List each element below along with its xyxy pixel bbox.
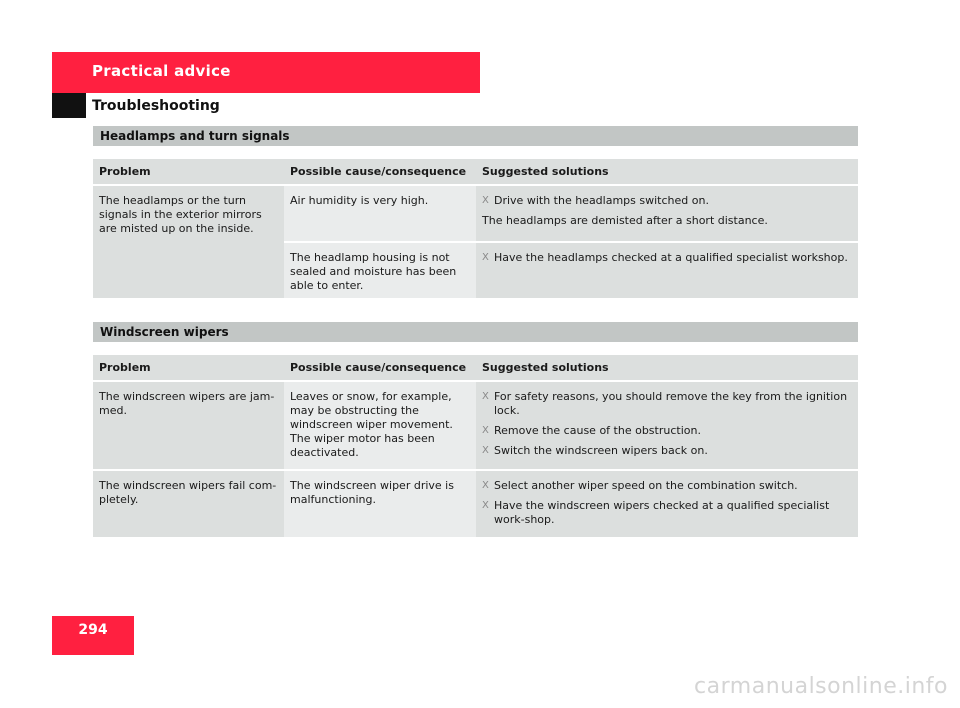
section-marker xyxy=(52,93,86,118)
cause-cell: The windscreen wiper drive is malfunctioning. xyxy=(284,471,476,537)
solution-cell xyxy=(476,471,858,537)
solution-cell xyxy=(476,382,858,469)
cause-cell: Air humidity is very high. xyxy=(284,186,476,241)
chapter-title: Practical advice xyxy=(92,62,231,80)
solution-step xyxy=(482,251,852,265)
solution-note: The headlamps are demisted after a short distance. xyxy=(482,214,768,227)
table-row xyxy=(93,186,858,298)
header-cause: Possible cause/consequence xyxy=(290,165,467,178)
arrow-icon: X xyxy=(482,195,489,206)
solution-step xyxy=(482,479,852,493)
solution-step xyxy=(482,424,852,438)
arrow-icon: X xyxy=(482,252,489,263)
problem-cell: The windscreen wipers are jam-med. xyxy=(93,382,284,469)
header-solutions: Suggested solutions xyxy=(482,361,609,374)
cause-solution-grid xyxy=(284,186,858,298)
wipers-header-row xyxy=(93,355,858,380)
table-row xyxy=(93,382,858,469)
headlamps-table xyxy=(93,126,858,298)
solution-step xyxy=(482,444,852,458)
headlamps-header-row xyxy=(93,159,858,184)
wipers-table-title: Windscreen wipers xyxy=(93,322,858,342)
header-problem: Problem xyxy=(99,361,151,374)
solution-step xyxy=(482,390,852,418)
arrow-icon: X xyxy=(482,391,489,402)
cause-cell: The headlamp housing is not sealed and moisture has been able to enter. xyxy=(284,243,476,298)
step-text: Have the windscreen wipers checked at a qualified specialist work-shop. xyxy=(494,499,830,526)
cause-cell: Leaves or snow, for example, may be obstructing the windscreen wiper movement. The wiper motor has been deactivated. xyxy=(284,382,476,469)
solution-cell xyxy=(476,243,858,298)
step-text: Remove the cause of the obstruction. xyxy=(494,424,701,437)
problem-cell: The headlamps or the turn signals in the exterior mirrors are misted up on the inside. xyxy=(93,186,284,298)
step-text: Switch the windscreen wipers back on. xyxy=(494,444,708,457)
step-text: Drive with the headlamps switched on. xyxy=(494,194,709,207)
header-problem: Problem xyxy=(99,165,151,178)
arrow-icon: X xyxy=(482,445,489,456)
arrow-icon: X xyxy=(482,480,489,491)
sub-row xyxy=(284,243,858,298)
step-text: For safety reasons, you should remove the key from the ignition lock. xyxy=(494,390,848,417)
page-number: 294 xyxy=(78,622,108,638)
solution-step xyxy=(482,194,852,208)
sub-row xyxy=(284,186,858,241)
watermark: carmanualsonline.info xyxy=(694,674,948,699)
solution-cell xyxy=(476,186,858,241)
step-text: Select another wiper speed on the combination switch. xyxy=(494,479,798,492)
header-solutions: Suggested solutions xyxy=(482,165,609,178)
step-text: Have the headlamps checked at a qualified specialist workshop. xyxy=(494,251,848,264)
problem-cell: The windscreen wipers fail com-pletely. xyxy=(93,471,284,537)
table-row xyxy=(93,471,858,537)
arrow-icon: X xyxy=(482,500,489,511)
arrow-icon: X xyxy=(482,425,489,436)
solution-step xyxy=(482,499,852,527)
headlamps-table-title: Headlamps and turn signals xyxy=(93,126,858,146)
wipers-table xyxy=(93,322,858,537)
section-title: Troubleshooting xyxy=(92,98,220,114)
header-cause: Possible cause/consequence xyxy=(290,361,467,374)
